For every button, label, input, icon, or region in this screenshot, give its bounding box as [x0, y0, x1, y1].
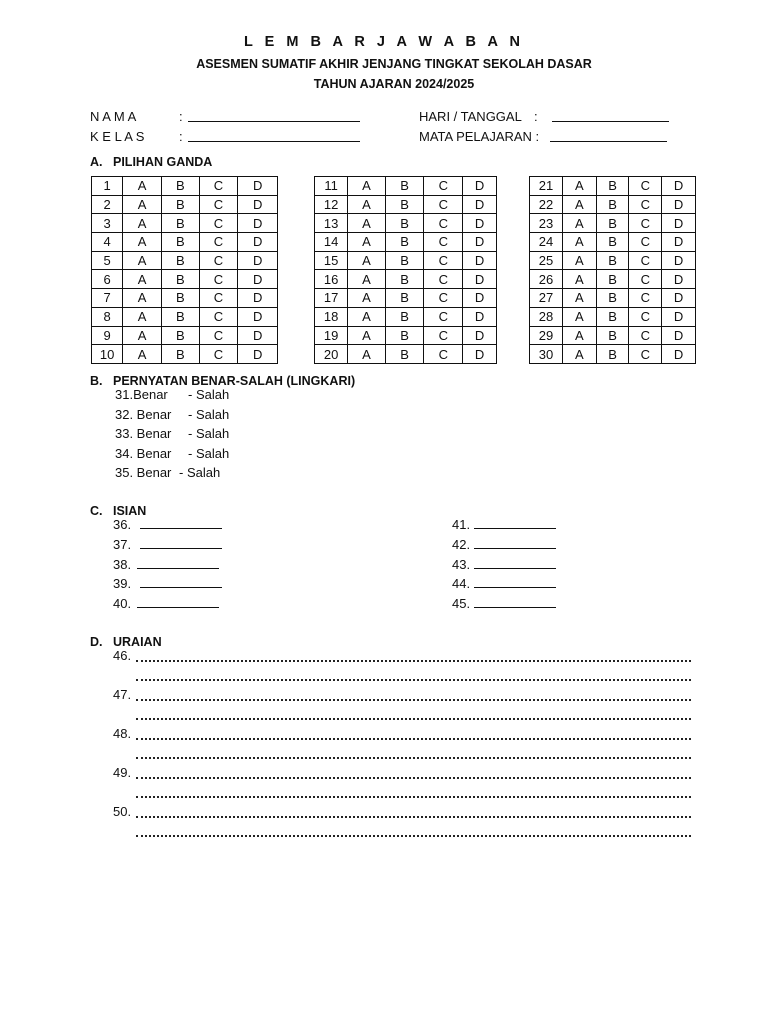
- question-number: 18: [315, 307, 348, 326]
- answer-option-a[interactable]: A: [123, 307, 162, 326]
- mc-row: [530, 195, 696, 214]
- answer-option-d[interactable]: D: [238, 233, 278, 252]
- question-number: 7: [92, 289, 123, 308]
- isian-item: [452, 517, 556, 532]
- answer-option-c[interactable]: C: [424, 289, 463, 308]
- hari-tanggal-colon: :: [534, 109, 538, 124]
- salah-option[interactable]: - Salah: [179, 465, 221, 480]
- answer-option-c[interactable]: C: [199, 326, 238, 345]
- answer-option-b[interactable]: B: [385, 345, 424, 364]
- answer-option-c[interactable]: C: [629, 251, 662, 270]
- question-number: 21: [530, 177, 563, 196]
- question-number: 4: [92, 233, 123, 252]
- answer-option-b[interactable]: B: [385, 307, 424, 326]
- answer-option-d[interactable]: D: [238, 307, 278, 326]
- answer-option-d[interactable]: D: [238, 289, 278, 308]
- question-number: 6: [92, 270, 123, 289]
- answer-option-d[interactable]: D: [662, 289, 696, 308]
- question-number: 2: [92, 195, 123, 214]
- uraian-number: 48.: [113, 726, 132, 741]
- mc-row: [530, 270, 696, 289]
- isian-answer-line[interactable]: [137, 557, 219, 569]
- answer-option-c[interactable]: C: [424, 233, 463, 252]
- isian-item: [452, 557, 556, 572]
- mc-row: [92, 214, 278, 233]
- answer-option-c[interactable]: C: [629, 289, 662, 308]
- question-number: 14: [315, 233, 348, 252]
- question-number: 27: [530, 289, 563, 308]
- benar-option[interactable]: 32. Benar: [115, 407, 172, 422]
- answer-option-a[interactable]: A: [348, 214, 386, 233]
- question-number: 5: [92, 251, 123, 270]
- mc-table-1: [91, 176, 278, 364]
- answer-option-b[interactable]: B: [161, 270, 199, 289]
- answer-option-b[interactable]: B: [385, 270, 424, 289]
- isian-number: 41.: [452, 517, 471, 532]
- isian-number: 36.: [113, 517, 132, 532]
- isian-item: [452, 537, 556, 552]
- salah-option[interactable]: - Salah: [188, 387, 230, 402]
- uraian-answer-line[interactable]: [136, 814, 691, 818]
- answer-option-b[interactable]: B: [385, 289, 424, 308]
- answer-option-a[interactable]: A: [563, 307, 597, 326]
- uraian-number: 49.: [113, 765, 132, 780]
- answer-option-d[interactable]: D: [238, 214, 278, 233]
- mata-pelajaran-label: MATA PELAJARAN :: [419, 129, 540, 144]
- mc-row: [315, 214, 497, 233]
- answer-option-b[interactable]: B: [161, 307, 199, 326]
- hari-tanggal-field[interactable]: [552, 110, 669, 122]
- section-a-heading: A. PILIHAN GANDA: [90, 155, 213, 169]
- answer-option-a[interactable]: A: [563, 270, 597, 289]
- salah-option[interactable]: - Salah: [188, 407, 230, 422]
- answer-option-b[interactable]: B: [161, 195, 199, 214]
- kelas-label: K E L A S: [90, 129, 145, 144]
- answer-option-d[interactable]: D: [662, 326, 696, 345]
- answer-option-b[interactable]: B: [596, 289, 629, 308]
- answer-option-c[interactable]: C: [199, 251, 238, 270]
- answer-option-d[interactable]: D: [238, 251, 278, 270]
- mc-row: [315, 289, 497, 308]
- mc-row: [530, 233, 696, 252]
- answer-option-a[interactable]: A: [563, 195, 597, 214]
- answer-option-c[interactable]: C: [424, 251, 463, 270]
- nama-colon: :: [179, 109, 183, 124]
- answer-option-a[interactable]: A: [348, 195, 386, 214]
- question-number: 20: [315, 345, 348, 364]
- benar-salah-item[interactable]: [115, 387, 230, 402]
- question-number: 8: [92, 307, 123, 326]
- answer-option-b[interactable]: B: [596, 251, 629, 270]
- isian-number: 39.: [113, 576, 132, 591]
- answer-option-d[interactable]: D: [662, 307, 696, 326]
- isian-item: [452, 596, 556, 611]
- answer-option-d[interactable]: D: [463, 177, 497, 196]
- isian-number: 45.: [452, 596, 471, 611]
- answer-option-b[interactable]: B: [596, 177, 629, 196]
- answer-option-d[interactable]: D: [662, 345, 696, 364]
- benar-option[interactable]: 35. Benar: [115, 465, 172, 480]
- answer-option-b[interactable]: B: [596, 345, 629, 364]
- answer-option-c[interactable]: C: [424, 345, 463, 364]
- question-number: 29: [530, 326, 563, 345]
- answer-option-a[interactable]: A: [563, 251, 597, 270]
- isian-answer-line[interactable]: [140, 517, 222, 529]
- isian-number: 37.: [113, 537, 132, 552]
- mc-row: [530, 289, 696, 308]
- nama-label: N A M A: [90, 109, 137, 124]
- answer-option-d[interactable]: D: [463, 307, 497, 326]
- question-number: 16: [315, 270, 348, 289]
- answer-option-c[interactable]: C: [424, 326, 463, 345]
- answer-option-b[interactable]: B: [385, 251, 424, 270]
- isian-item: [113, 596, 219, 611]
- answer-option-c[interactable]: C: [199, 270, 238, 289]
- section-c-heading: C. ISIAN: [90, 504, 147, 518]
- answer-option-c[interactable]: C: [199, 177, 238, 196]
- answer-option-c[interactable]: C: [199, 214, 238, 233]
- answer-option-c[interactable]: C: [629, 177, 662, 196]
- answer-option-a[interactable]: A: [563, 326, 597, 345]
- answer-option-b[interactable]: B: [161, 251, 199, 270]
- section-b-heading: B. PERNYATAN BENAR-SALAH (LINGKARI): [90, 374, 356, 388]
- question-number: 9: [92, 326, 123, 345]
- answer-option-c[interactable]: C: [629, 326, 662, 345]
- answer-option-b[interactable]: B: [385, 233, 424, 252]
- answer-option-b[interactable]: B: [596, 195, 629, 214]
- uraian-answer-line[interactable]: [136, 677, 691, 681]
- answer-option-a[interactable]: A: [563, 177, 597, 196]
- mc-row: [92, 251, 278, 270]
- question-number: 11: [315, 177, 348, 196]
- answer-option-d[interactable]: D: [238, 195, 278, 214]
- answer-option-b[interactable]: B: [161, 326, 199, 345]
- answer-option-a[interactable]: A: [348, 326, 386, 345]
- answer-option-d[interactable]: D: [463, 233, 497, 252]
- uraian-answer-line[interactable]: [136, 755, 691, 759]
- isian-answer-line[interactable]: [474, 596, 556, 608]
- question-number: 30: [530, 345, 563, 364]
- question-number: 1: [92, 177, 123, 196]
- answer-option-a[interactable]: A: [123, 289, 162, 308]
- answer-option-b[interactable]: B: [161, 214, 199, 233]
- answer-option-d[interactable]: D: [463, 345, 497, 364]
- kelas-colon: :: [179, 129, 183, 144]
- answer-option-b[interactable]: B: [385, 214, 424, 233]
- answer-option-c[interactable]: C: [629, 214, 662, 233]
- uraian-answer-line[interactable]: [136, 833, 691, 837]
- answer-option-d[interactable]: D: [463, 289, 497, 308]
- answer-option-d[interactable]: D: [662, 251, 696, 270]
- answer-option-a[interactable]: A: [563, 289, 597, 308]
- mc-row: [530, 326, 696, 345]
- mc-row: [530, 177, 696, 196]
- answer-option-d[interactable]: D: [662, 270, 696, 289]
- answer-option-b[interactable]: B: [596, 326, 629, 345]
- answer-option-a[interactable]: A: [123, 326, 162, 345]
- mc-table-3: [529, 176, 696, 364]
- answer-option-d[interactable]: D: [662, 214, 696, 233]
- benar-option[interactable]: 33. Benar: [115, 426, 172, 441]
- answer-option-b[interactable]: B: [596, 214, 629, 233]
- answer-option-c[interactable]: C: [629, 233, 662, 252]
- answer-option-d[interactable]: D: [238, 326, 278, 345]
- mc-row: [530, 214, 696, 233]
- uraian-number: 50.: [113, 804, 132, 819]
- answer-option-a[interactable]: A: [563, 233, 597, 252]
- benar-salah-item[interactable]: [115, 465, 221, 480]
- answer-option-a[interactable]: A: [123, 233, 162, 252]
- isian-item: [113, 537, 222, 552]
- question-number: 12: [315, 195, 348, 214]
- question-number: 10: [92, 345, 123, 364]
- mc-row: [530, 251, 696, 270]
- answer-option-a[interactable]: A: [123, 177, 162, 196]
- answer-option-a[interactable]: A: [123, 214, 162, 233]
- answer-option-a[interactable]: A: [348, 177, 386, 196]
- answer-option-c[interactable]: C: [424, 214, 463, 233]
- answer-option-a[interactable]: A: [348, 307, 386, 326]
- isian-item: [113, 557, 219, 572]
- isian-number: 40.: [113, 596, 132, 611]
- uraian-answer-line[interactable]: [136, 794, 691, 798]
- question-number: 22: [530, 195, 563, 214]
- isian-item: [452, 576, 556, 591]
- answer-option-d[interactable]: D: [662, 233, 696, 252]
- answer-option-c[interactable]: C: [199, 233, 238, 252]
- answer-option-a[interactable]: A: [123, 270, 162, 289]
- benar-salah-item[interactable]: [115, 426, 230, 441]
- answer-option-b[interactable]: B: [596, 307, 629, 326]
- answer-option-d[interactable]: D: [463, 251, 497, 270]
- answer-option-c[interactable]: C: [629, 270, 662, 289]
- mc-row: [92, 345, 278, 364]
- page-title: L E M B A R J A W A B A N: [244, 34, 524, 50]
- answer-option-a[interactable]: A: [348, 289, 386, 308]
- salah-option[interactable]: - Salah: [188, 446, 230, 461]
- isian-item: [113, 576, 222, 591]
- answer-option-a[interactable]: A: [348, 270, 386, 289]
- mc-row: [315, 307, 497, 326]
- mc-row: [315, 233, 497, 252]
- answer-option-b[interactable]: B: [161, 345, 199, 364]
- benar-option[interactable]: 31.Benar: [115, 387, 168, 402]
- answer-option-c[interactable]: C: [424, 195, 463, 214]
- isian-answer-line[interactable]: [474, 517, 556, 529]
- benar-option[interactable]: 34. Benar: [115, 446, 172, 461]
- mc-row: [315, 326, 497, 345]
- answer-option-c[interactable]: C: [199, 289, 238, 308]
- answer-option-c[interactable]: C: [424, 177, 463, 196]
- answer-option-d[interactable]: D: [463, 326, 497, 345]
- answer-option-d[interactable]: D: [463, 270, 497, 289]
- answer-option-a[interactable]: A: [123, 251, 162, 270]
- isian-item: [113, 517, 222, 532]
- uraian-number: 46.: [113, 648, 132, 663]
- answer-option-a[interactable]: A: [348, 251, 386, 270]
- answer-option-c[interactable]: C: [199, 345, 238, 364]
- mc-row: [530, 345, 696, 364]
- answer-option-d[interactable]: D: [238, 345, 278, 364]
- mc-row: [315, 345, 497, 364]
- answer-option-d[interactable]: D: [238, 270, 278, 289]
- mc-row: [530, 307, 696, 326]
- question-number: 24: [530, 233, 563, 252]
- answer-option-d[interactable]: D: [463, 214, 497, 233]
- answer-option-c[interactable]: C: [199, 307, 238, 326]
- isian-number: 43.: [452, 557, 471, 572]
- page-subtitle: ASESMEN SUMATIF AKHIR JENJANG TINGKAT SEKOLAH DASAR: [196, 57, 592, 71]
- isian-answer-line[interactable]: [474, 576, 556, 588]
- answer-option-a[interactable]: A: [123, 345, 162, 364]
- answer-option-c[interactable]: C: [629, 307, 662, 326]
- benar-salah-item[interactable]: [115, 407, 230, 422]
- answer-option-c[interactable]: C: [629, 345, 662, 364]
- mc-row: [92, 233, 278, 252]
- question-number: 3: [92, 214, 123, 233]
- mc-row: [92, 177, 278, 196]
- answer-option-a[interactable]: A: [563, 214, 597, 233]
- uraian-answer-line[interactable]: [136, 736, 691, 740]
- question-number: 25: [530, 251, 563, 270]
- mc-table-2: [314, 176, 497, 364]
- uraian-answer-line[interactable]: [136, 775, 691, 779]
- answer-option-b[interactable]: B: [385, 326, 424, 345]
- answer-option-b[interactable]: B: [161, 289, 199, 308]
- isian-answer-line[interactable]: [474, 537, 556, 549]
- isian-answer-line[interactable]: [137, 596, 219, 608]
- answer-option-b[interactable]: B: [385, 195, 424, 214]
- question-number: 17: [315, 289, 348, 308]
- isian-number: 42.: [452, 537, 471, 552]
- uraian-answer-line[interactable]: [136, 658, 691, 662]
- benar-salah-item[interactable]: [115, 446, 230, 461]
- answer-option-d[interactable]: D: [662, 195, 696, 214]
- mc-row: [92, 270, 278, 289]
- answer-option-d[interactable]: D: [463, 195, 497, 214]
- salah-option[interactable]: - Salah: [188, 426, 230, 441]
- section-d-heading: D. URAIAN: [90, 635, 162, 649]
- mc-row: [92, 326, 278, 345]
- answer-option-c[interactable]: C: [629, 195, 662, 214]
- uraian-answer-line[interactable]: [136, 697, 691, 701]
- question-number: 13: [315, 214, 348, 233]
- answer-option-d[interactable]: D: [238, 177, 278, 196]
- uraian-answer-line[interactable]: [136, 716, 691, 720]
- answer-option-b[interactable]: B: [161, 233, 199, 252]
- question-number: 23: [530, 214, 563, 233]
- answer-option-c[interactable]: C: [424, 307, 463, 326]
- mc-row: [315, 270, 497, 289]
- mc-row: [92, 195, 278, 214]
- mc-row: [315, 251, 497, 270]
- answer-option-d[interactable]: D: [662, 177, 696, 196]
- mata-pelajaran-field[interactable]: [550, 130, 667, 142]
- uraian-number: 47.: [113, 687, 132, 702]
- isian-number: 38.: [113, 557, 132, 572]
- hari-tanggal-label: HARI / TANGGAL: [419, 109, 522, 124]
- answer-option-a[interactable]: A: [348, 233, 386, 252]
- isian-answer-line[interactable]: [140, 576, 222, 588]
- question-number: 26: [530, 270, 563, 289]
- nama-field[interactable]: [188, 110, 360, 122]
- answer-option-c[interactable]: C: [199, 195, 238, 214]
- mc-row: [315, 195, 497, 214]
- mc-row: [315, 177, 497, 196]
- isian-number: 44.: [452, 576, 471, 591]
- answer-option-a[interactable]: A: [563, 345, 597, 364]
- answer-option-c[interactable]: C: [424, 270, 463, 289]
- school-year: TAHUN AJARAN 2024/2025: [313, 77, 475, 91]
- isian-answer-line[interactable]: [140, 537, 222, 549]
- isian-answer-line[interactable]: [474, 557, 556, 569]
- kelas-field[interactable]: [188, 130, 360, 142]
- question-number: 19: [315, 326, 348, 345]
- answer-option-b[interactable]: B: [161, 177, 199, 196]
- mc-row: [92, 307, 278, 326]
- answer-option-b[interactable]: B: [385, 177, 424, 196]
- answer-option-b[interactable]: B: [596, 270, 629, 289]
- answer-option-a[interactable]: A: [123, 195, 162, 214]
- answer-option-b[interactable]: B: [596, 233, 629, 252]
- mc-row: [92, 289, 278, 308]
- question-number: 15: [315, 251, 348, 270]
- question-number: 28: [530, 307, 563, 326]
- answer-option-a[interactable]: A: [348, 345, 386, 364]
